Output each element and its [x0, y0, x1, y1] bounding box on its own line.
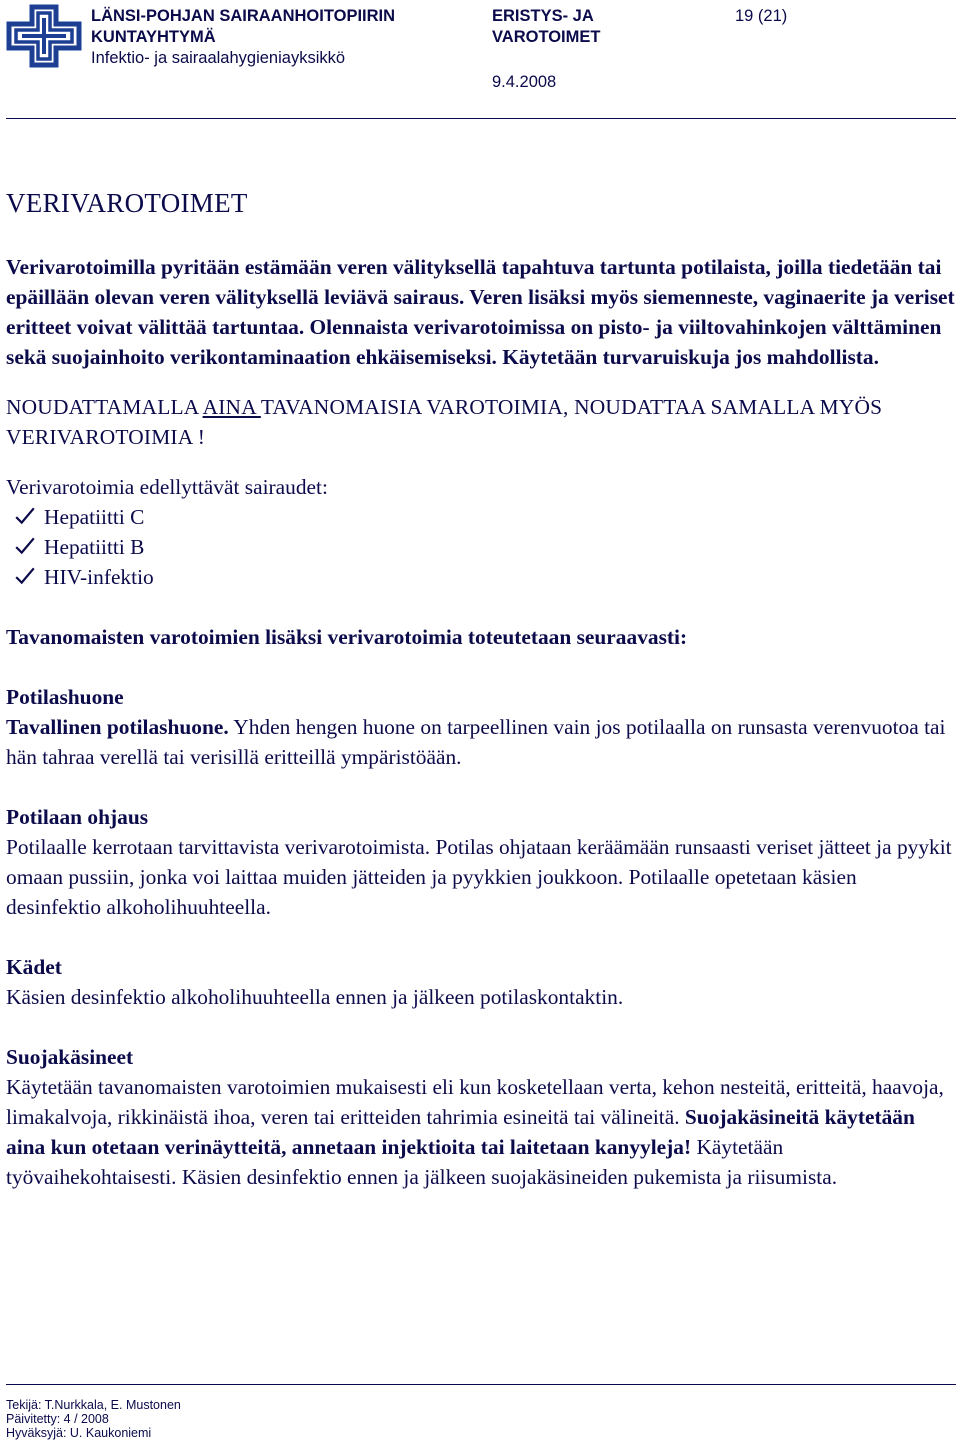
checkmark-icon	[14, 562, 44, 592]
checkmark-icon	[14, 502, 44, 532]
gloves-paragraph	[6, 1072, 956, 1192]
document-body	[6, 186, 956, 1192]
footer-authors: Tekijä: T.Nurkkala, E. Mustonen	[6, 1398, 181, 1412]
room-bold-text: Tavallinen potilashuone.	[6, 715, 229, 739]
list-item	[6, 502, 956, 532]
doc-type-line-2: VAROTOIMET	[492, 28, 601, 46]
intro-syringe-text: Käytetään turvaruiskuja jos mahdollista.	[496, 345, 879, 369]
list-item	[6, 532, 956, 562]
org-line-1: LÄNSI-POHJAN SAIRAANHOITOPIIRIN	[91, 7, 396, 25]
room-heading: Potilashuone	[6, 685, 124, 709]
org-unit: Infektio- ja sairaalahygieniayksikkö	[91, 49, 346, 67]
cross-logo-icon	[6, 4, 82, 68]
page-number: 19 (21)	[735, 7, 788, 25]
list-item	[6, 562, 956, 592]
organization-name	[91, 6, 395, 69]
checkmark-icon	[14, 532, 44, 562]
notice-underlined: AINA	[202, 395, 261, 419]
footer-approved: Hyväksyjä: U. Kaukoniemi	[6, 1426, 152, 1440]
page-title: VERIVAROTOIMET	[6, 188, 248, 218]
notice-text-1: NOUDATTAMALLA	[6, 395, 203, 419]
disease-name: Hepatiitti B	[44, 535, 145, 559]
intro-text: Verivarotoimilla pyritään estämään veren välityksellä tapahtuva tartunta potilaista, joilla tiedetään tai epäillään olevan veren välityksellä leviävä sairaus. Veren lisäksi myös siemenneste, vaginaerite ja veriset eritteet voivat välittää tartuntaa. Olennaista verivarotoimissa on pisto- ja viiltovahinkojen välttäminen sekä suojainhoito verikontaminaation ehkäisemiseksi.	[6, 255, 955, 369]
doc-type-line-1: ERISTYS- JA	[492, 7, 594, 25]
footer-updated: Päivitetty: 4 / 2008	[6, 1412, 109, 1426]
gloves-bold-text: Suojakäsineitä käytetään aina kun otetaan verinäytteitä, annetaan injektioita tai laitetaan kanyyleja!	[6, 1105, 915, 1159]
room-text: Yhden hengen huone on tarpeellinen vain jos potilaalla on runsasta verenvuotoa tai hän tahraa verellä tai verisillä eritteillä ympäristöään.	[6, 715, 946, 769]
hands-heading: Kädet	[6, 955, 62, 979]
gloves-text-1: Käytetään tavanomaisten varotoimien mukaisesti eli kun kosketellaan verta, kehon nesteitä, eritteitä, haavoja, limakalvoja, rikkinäistä ihoa, veren tai eritteiden tahrimia esineitä tai välineitä.	[6, 1075, 944, 1129]
footer	[6, 1398, 181, 1440]
guidance-heading: Potilaan ohjaus	[6, 805, 149, 829]
implementation-heading: Tavanomaisten varotoimien lisäksi verivarotoimia toteutetaan seuraavasti:	[6, 625, 688, 649]
room-paragraph	[6, 712, 956, 772]
intro-paragraph	[6, 252, 956, 372]
disease-name: Hepatiitti C	[44, 505, 145, 529]
document-type	[492, 6, 600, 48]
gloves-heading: Suojakäsineet	[6, 1045, 134, 1069]
guidance-text: Potilaalle kerrotaan tarvittavista verivarotoimista. Potilas ohjataan keräämään runsaasti veriset jätteet ja pyykit omaan pussiin, jonka voi laittaa muiden jätteiden ja pyykkien joukkoon. Potilaalle opetetaan käsien desinfektio alkoholihuuhteella.	[6, 835, 952, 919]
diseases-list	[6, 502, 956, 592]
diseases-heading: Verivarotoimia edellyttävät sairaudet:	[6, 475, 328, 499]
document-date: 9.4.2008	[492, 73, 557, 91]
hands-text: Käsien desinfektio alkoholihuuhteella ennen ja jälkeen potilaskontaktin.	[6, 985, 624, 1009]
org-line-2: KUNTAYHTYMÄ	[91, 28, 216, 46]
notice-paragraph	[6, 392, 956, 452]
header-divider	[6, 118, 956, 119]
disease-name: HIV-infektio	[44, 565, 154, 589]
footer-divider	[6, 1384, 956, 1385]
notice-text-2: TAVANOMAISIA VAROTOIMIA, NOUDATTAA SAMALLA MYÖS VERIVAROTOIMIA !	[6, 395, 883, 449]
gloves-text-2: Käytetään työvaihekohtaisesti. Käsien desinfektio ennen ja jälkeen suojakäsineiden pukemista ja riisumista.	[6, 1135, 838, 1189]
